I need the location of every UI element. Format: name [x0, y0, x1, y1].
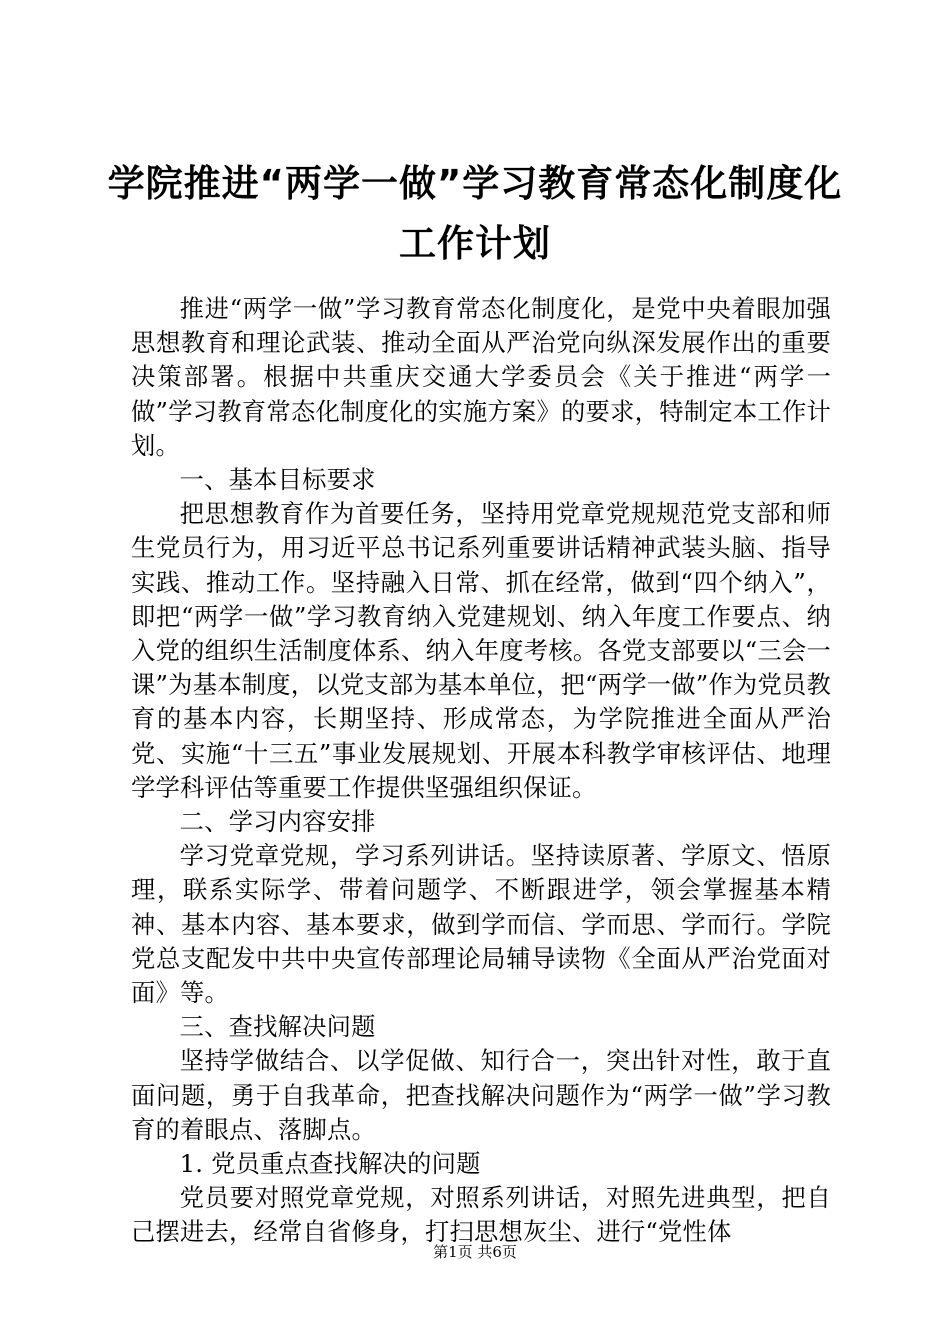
section-heading-study: 二、学习内容安排 — [179, 807, 376, 837]
document-title-line-1: 学院推进“两学一做”学习教育常态化制度化 — [107, 162, 843, 205]
members-paragraph: 党员要对照党章党规，对照系列讲话，对照先进典型，把自己摆进去，经常自省修身，打扫思想灰尘、进行“党性体 — [131, 1183, 831, 1247]
document-body — [131, 292, 831, 1250]
subsection-heading-members: 1. 党员重点查找解决的问题 — [179, 1149, 481, 1179]
intro-paragraph: 推进“两学一做”学习教育常态化制度化，是党中央着眼加强思想教育和理论武装、推动全面从严治党向纵深发展作出的重要决策部署。根据中共重庆交通大学委员会《关于推进“两学一做”学习教育常态化制度化的实施方案》的要求，特制定本工作计划。 — [131, 294, 831, 460]
section-heading-goals: 一、基本目标要求 — [179, 465, 376, 495]
problems-paragraph: 坚持学做结合、以学促做、知行合一，突出针对性，敢于直面问题，勇于自我革命，把查找解决问题作为“两学一做”学习教育的着眼点、落脚点。 — [131, 1046, 831, 1144]
page-footer: 第1页 共6页 — [433, 1243, 517, 1261]
study-paragraph: 学习党章党规，学习系列讲话。坚持读原著、学原文、悟原理，联系实际学、带着问题学、不断跟进学，领会掌握基本精神、基本内容、基本要求，做到学而信、学而思、学而行。学院党总支配发中共中央宣传部理论局辅导读物《全面从严治党面对面》等。 — [131, 841, 831, 1008]
document-title-line-2: 工作计划 — [399, 222, 551, 265]
goals-paragraph: 把思想教育作为首要任务，坚持用党章党规规范党支部和师生党员行为，用习近平总书记系列重要讲话精神武装头脑、指导实践、推动工作。坚持融入日常、抓在经常，做到“四个纳入”，即把“两学一做”学习教育纳入党建规划、纳入年度工作要点、纳入党的组织生活制度体系、纳入年度考核。各党支部要以“三会一课”为基本制度，以党支部为基本单位，把“两学一做”作为党员教育的基本内容，长期坚持、形成常态，为学院推进全面从严治党、实施“十三五”事业发展规划、开展本科教学审核评估、地理学学科评估等重要工作提供坚强组织保证。 — [131, 499, 831, 802]
section-heading-problems: 三、查找解决问题 — [179, 1012, 376, 1042]
